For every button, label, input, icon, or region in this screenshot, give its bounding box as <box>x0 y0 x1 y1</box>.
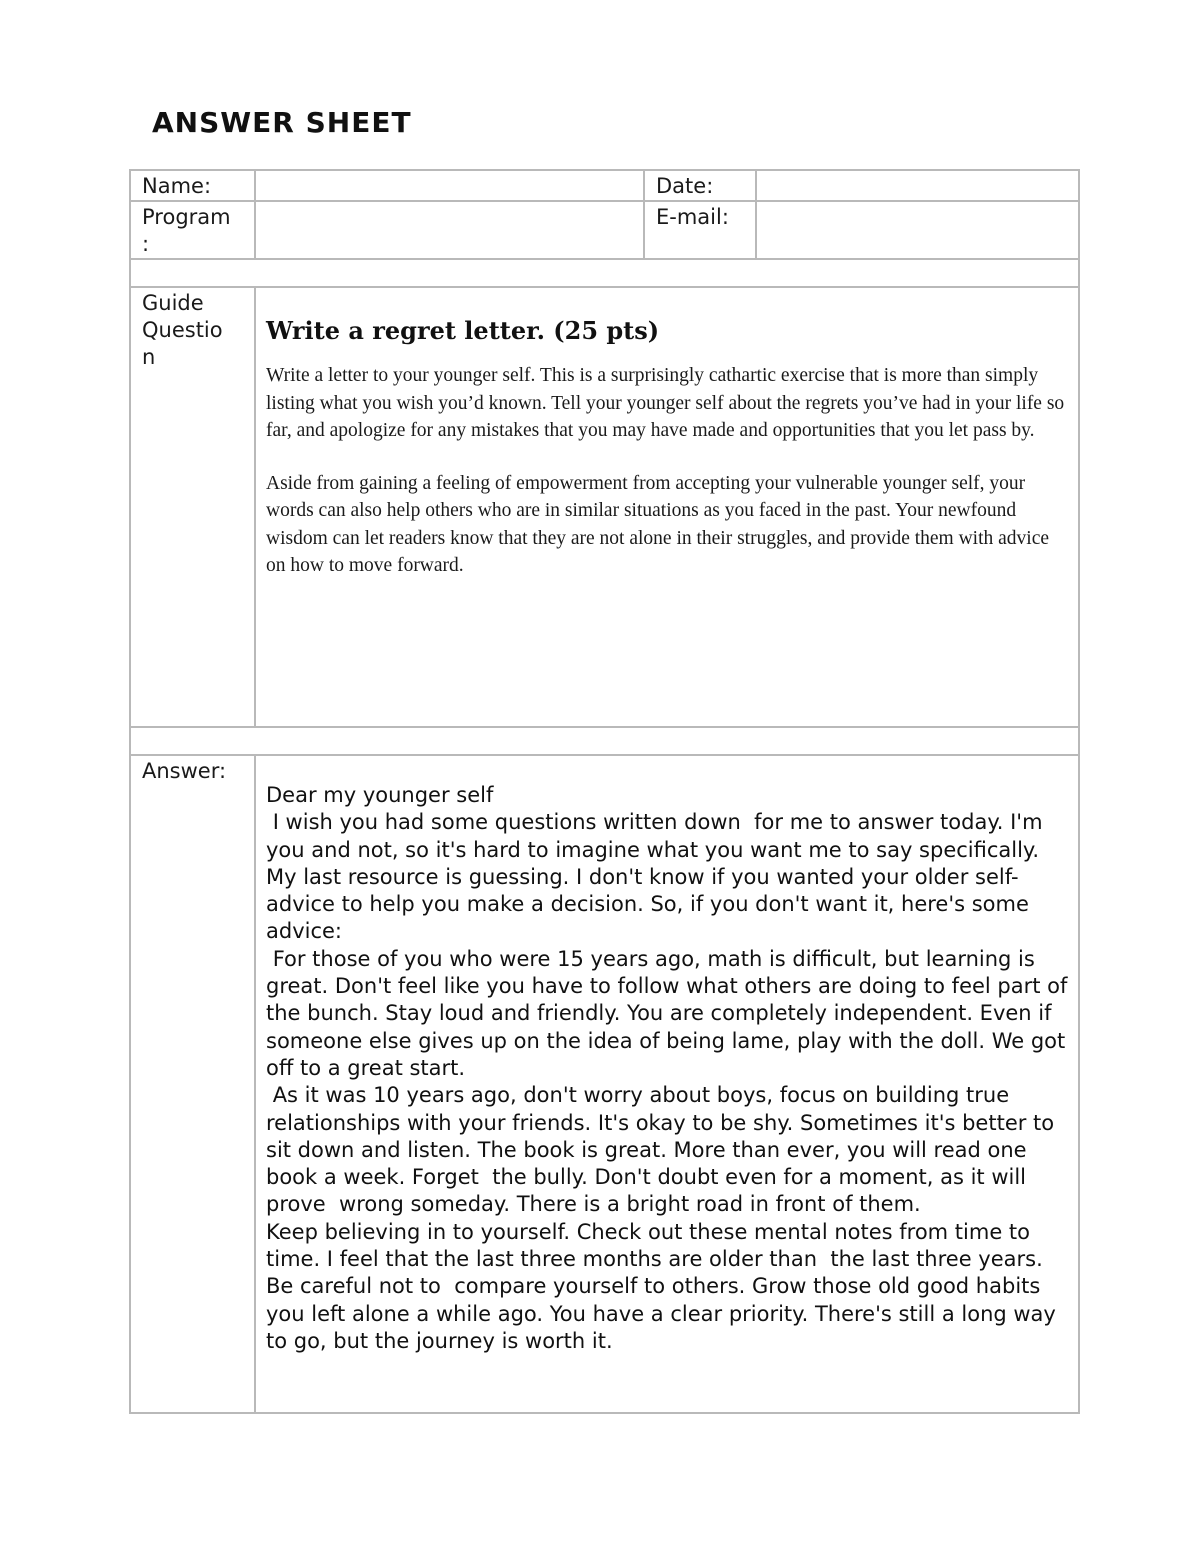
program-label: Program : <box>130 201 255 259</box>
answer-text[interactable]: Dear my younger self I wish you had some questions written down for me to answer today. I'm you and not, so it's hard to imagine what you want me to say specifically. My last resource is guessing. I don't know if you wanted your older self-advice to help you make a decision. So, if you don't want it, here's some advice: For those of you who were 15 years ago, math is difficult, but learning is great. Don't feel like you have to follow what others are doing to feel part of the bunch. Stay loud and friendly. You are completely independent. Even if someone else gives up on the idea of being lame, play with the doll. We got off to a great start. As it was 10 years ago, don't worry about boys, focus on building true relationships with your friends. It's okay to be shy. Sometimes it's better to sit down and listen. The book is great. More than ever, you will read one book a week. Forget the bully. Don't doubt even for a moment, as it will prove wrong someday. There is a bright road in front of them. Keep believing in to yourself. Check out these mental notes from time to time. I feel that the last three months are older than the last three years. Be careful not to compare yourself to others. Grow those old good habits you left alone a while ago. You have a clear priority. There's still a long way to go, but the journey is worth it. <box>266 783 1068 1353</box>
program-field[interactable] <box>255 201 644 259</box>
name-date-row <box>130 170 1079 201</box>
name-field[interactable] <box>255 170 644 201</box>
page-title: ANSWER SHEET <box>152 106 412 139</box>
answer-sheet-table <box>129 169 1080 1414</box>
spacer-cell-2 <box>130 727 1079 755</box>
answer-label: Answer: <box>130 755 255 1413</box>
guide-question-content <box>255 287 1079 727</box>
spacer-row-2 <box>130 727 1079 755</box>
date-field[interactable] <box>756 170 1079 201</box>
spacer-cell <box>130 259 1079 287</box>
spacer-row <box>130 259 1079 287</box>
email-field[interactable] <box>756 201 1079 259</box>
guide-question-label: Guide Questio n <box>130 287 255 727</box>
question-paragraph-1: Write a letter to your younger self. This is a surprisingly cathartic exercise that is more than simply listing what you wish you’d known. Tell your younger self about the regrets you’ve had in your life so far, and apologize for any mistakes that you may have made and opportunities that you let pass by. <box>266 365 1065 441</box>
answer-content[interactable] <box>255 755 1079 1413</box>
date-label: Date: <box>644 170 756 201</box>
email-label: E-mail: <box>644 201 756 259</box>
name-label: Name: <box>130 170 255 201</box>
guide-question-row <box>130 287 1079 727</box>
question-paragraph-2: Aside from gaining a feeling of empowerment from accepting your vulnerable younger self, your words can also help others who are in similar situations as you faced in the past. Your newfound wisdom can let readers know that they are not alone in their struggles, and provide them with advice on how to move forward. <box>266 472 1050 576</box>
question-heading: Write a regret letter. (25 pts) <box>266 316 660 345</box>
answer-row <box>130 755 1079 1413</box>
program-email-row <box>130 201 1079 259</box>
